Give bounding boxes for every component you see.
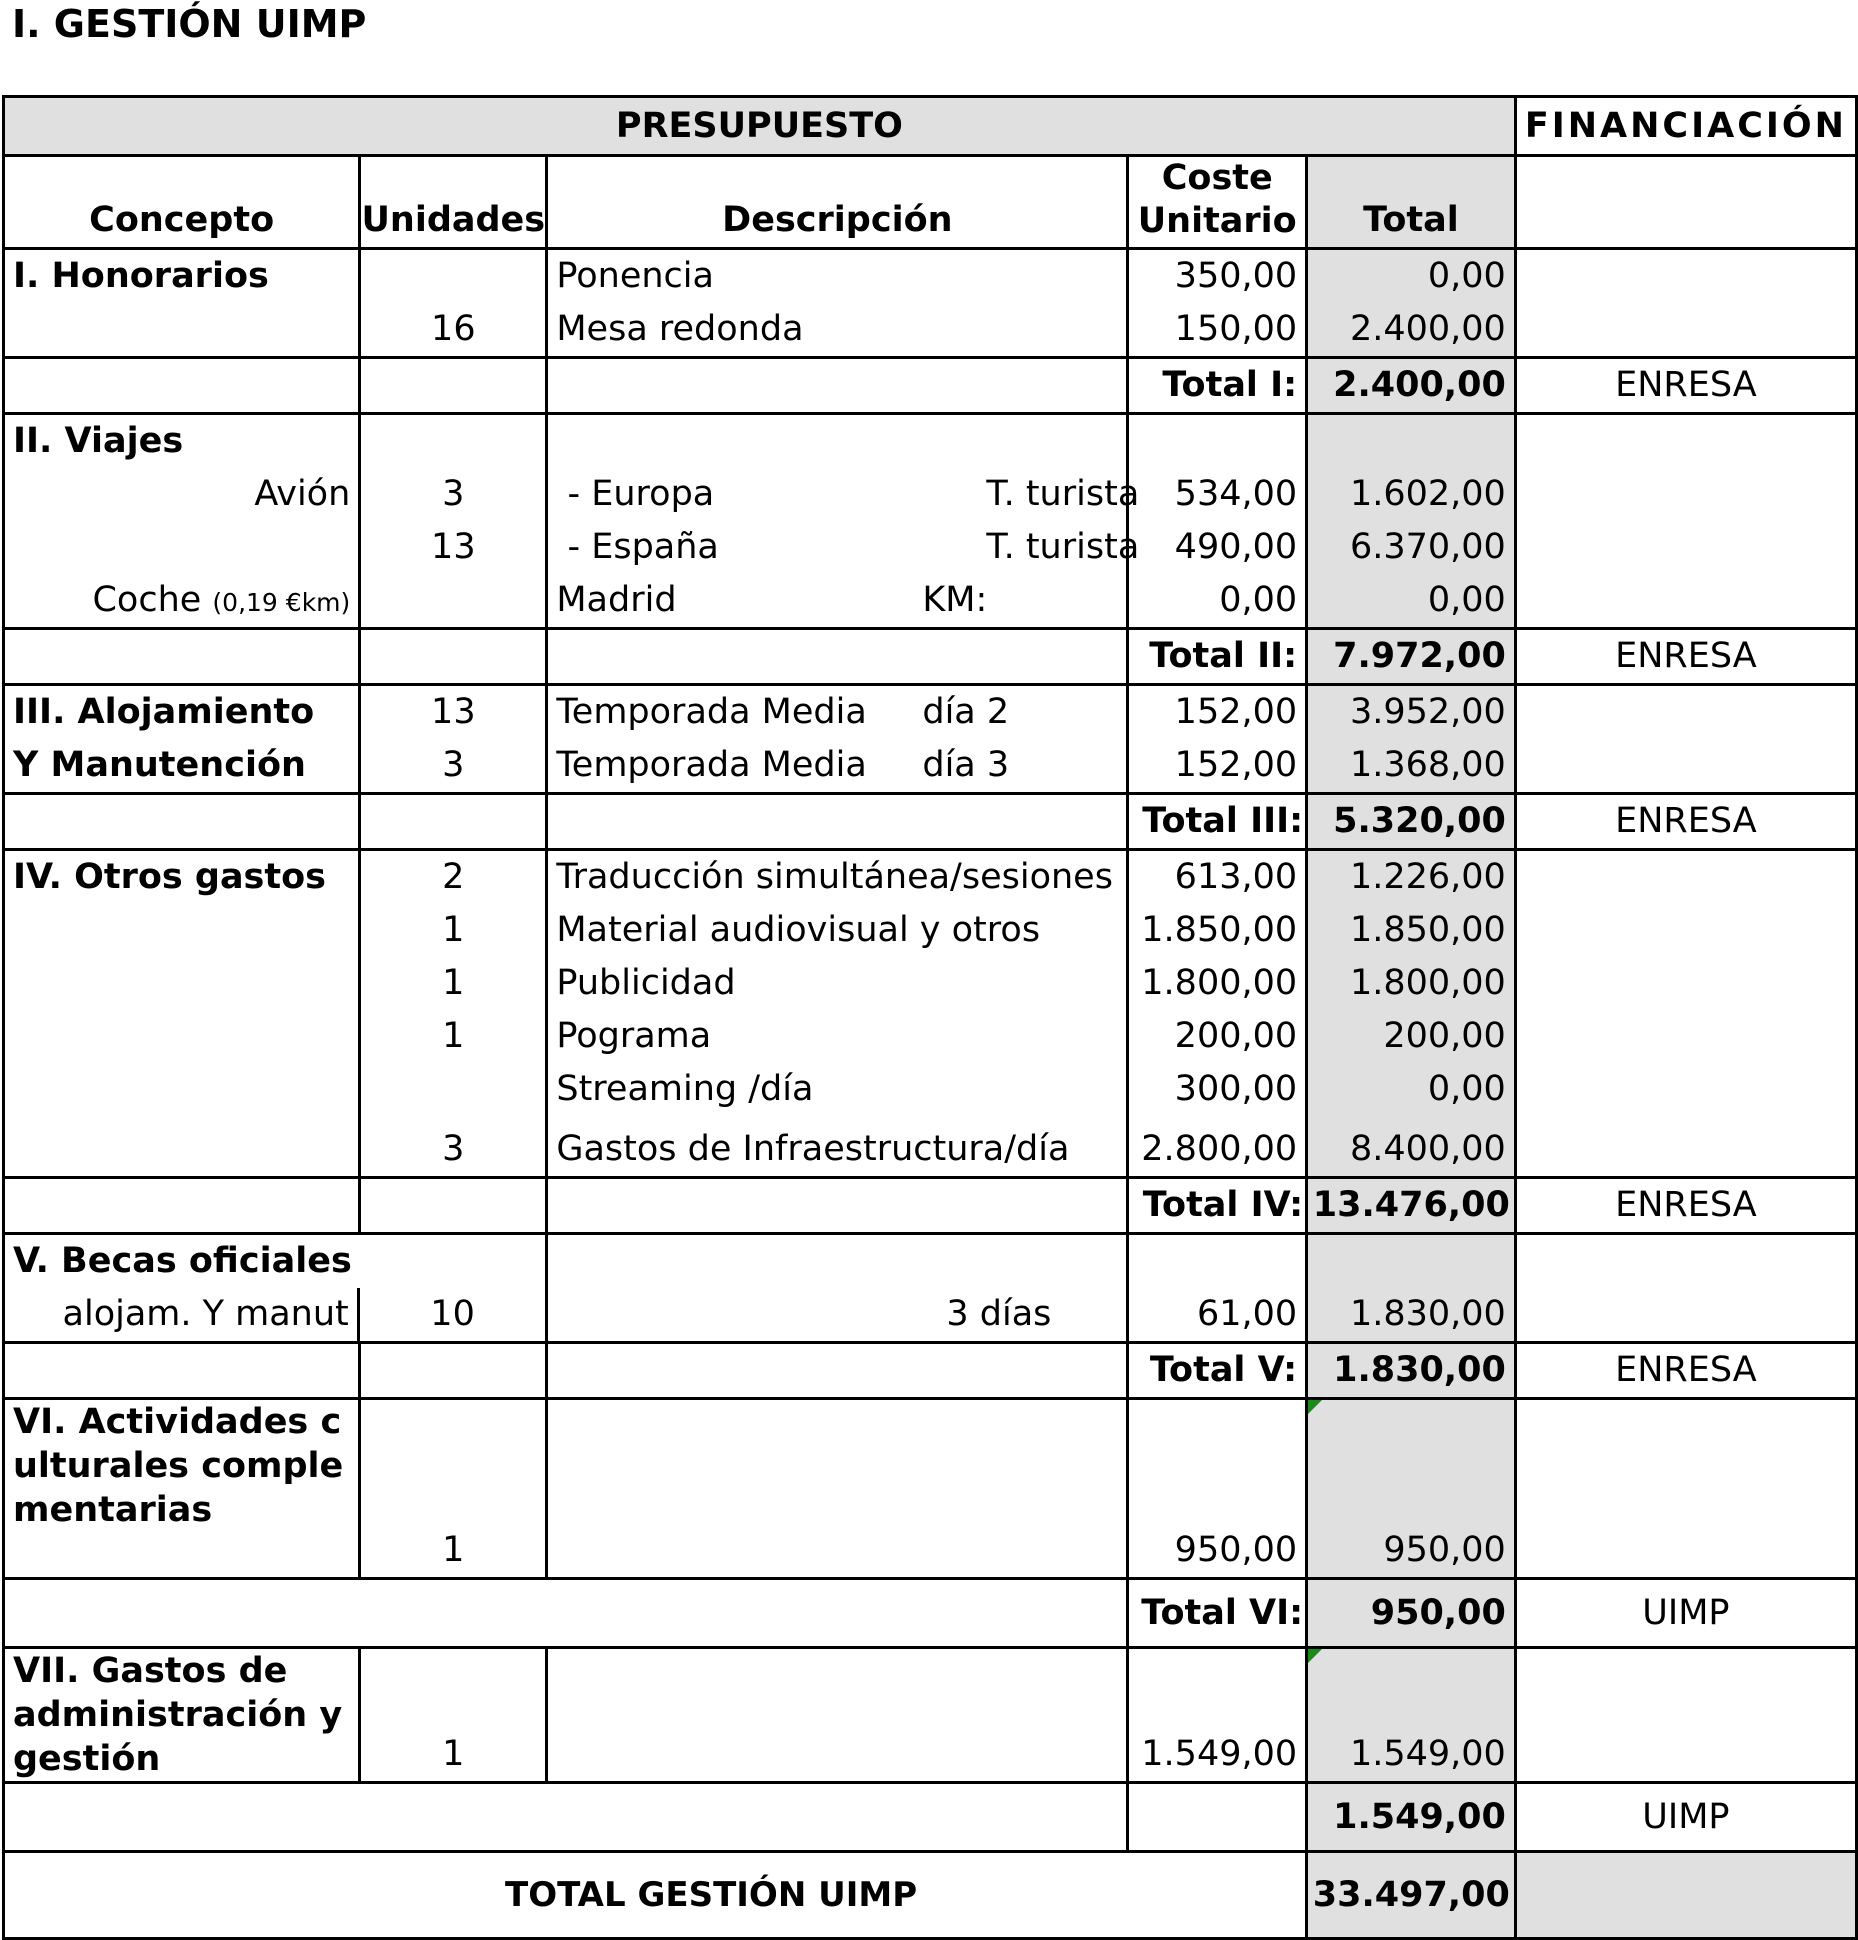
total-cell: [1307, 685, 1516, 794]
cost-value: 150,00: [1174, 309, 1298, 349]
header-row-2: [4, 156, 1857, 249]
section-otros-gastos: [4, 850, 1857, 1178]
col-coste-line2: Unitario: [1137, 201, 1297, 241]
empty-cell: [1128, 1783, 1307, 1852]
concept-cell: [4, 1234, 360, 1343]
subtotal-row: [4, 1343, 1857, 1399]
section-title: VII. Gastos de administración y gestión: [4, 1648, 360, 1783]
section-honorarios: [4, 249, 1857, 358]
empty-cell: [4, 794, 360, 850]
total-value: 1.830,00: [1349, 1294, 1506, 1334]
empty-cell: [547, 629, 1128, 685]
col-concepto: Concepto: [4, 156, 360, 249]
units-cell: [360, 1399, 547, 1579]
fin-cell: [1515, 414, 1856, 629]
cost-value: 350,00: [1174, 256, 1298, 296]
empty-cell: [360, 1178, 547, 1234]
desc-value: Publicidad: [556, 963, 736, 1003]
cost-cell: [1128, 1648, 1307, 1783]
section-viajes: [4, 414, 1857, 629]
desc-value: Temporada Media: [556, 692, 867, 732]
desc-cell: [547, 1399, 1128, 1579]
funding-source: ENRESA: [1515, 794, 1856, 850]
coche-rate: (0,19 €km): [212, 588, 351, 617]
units-cell: [360, 685, 547, 794]
empty-cell: [547, 794, 1128, 850]
total-value: 0,00: [1427, 256, 1506, 296]
units-value: [369, 1063, 537, 1116]
units-value: 10: [430, 1294, 475, 1334]
subtotal-row: [4, 1783, 1857, 1852]
fare-class: T. turista: [986, 527, 1140, 567]
empty-cell: [360, 794, 547, 850]
concept-cell: [4, 850, 360, 1178]
header-row-1: [4, 97, 1857, 156]
cost-value: 152,00: [1174, 692, 1298, 732]
section-title: Y Manutención: [13, 745, 306, 785]
total-value: 1.800,00: [1349, 963, 1506, 1003]
cost-cell: [1128, 1399, 1307, 1579]
cost-value: 1.549,00: [1141, 1734, 1298, 1774]
total-value: 0,00: [1427, 1069, 1506, 1109]
section-title: V. Becas oficiales: [13, 1241, 352, 1281]
cost-value: 152,00: [1174, 745, 1298, 785]
units-cell: [360, 414, 547, 629]
cost-value: 300,00: [1174, 1069, 1298, 1109]
total-value: 3.952,00: [1349, 692, 1506, 732]
col-total: Total: [1307, 156, 1516, 249]
cost-value: 200,00: [1174, 1016, 1298, 1056]
total-value: 1.850,00: [1349, 910, 1506, 950]
empty-cell: [360, 1343, 547, 1399]
total-cell: [1307, 1234, 1516, 1343]
desc-cell: [547, 685, 1128, 794]
comment-marker-icon: [1308, 1400, 1322, 1414]
subtotal-label: Total IV:: [1128, 1178, 1307, 1234]
desc-value: Ponencia: [556, 256, 714, 296]
units-value: 1: [442, 910, 465, 950]
empty-cell: [4, 1783, 1128, 1852]
grand-total-row: [4, 1852, 1857, 1939]
desc-cell: [547, 414, 1140, 629]
desc-value: Mesa redonda: [556, 309, 804, 349]
total-cell: [1307, 850, 1516, 1178]
fin-cell: [1515, 850, 1856, 1178]
cost-value: 1.850,00: [1141, 910, 1298, 950]
fin-cell: [1515, 1234, 1856, 1343]
funding-source: UIMP: [1515, 1783, 1856, 1852]
empty-cell: [547, 1343, 1128, 1399]
empty-cell: [1515, 1852, 1856, 1939]
cost-cell: [1128, 685, 1307, 794]
total-value: 950,00: [1383, 1530, 1506, 1570]
desc-value: Streaming /día: [556, 1069, 814, 1109]
units-value: 3: [442, 745, 465, 785]
total-value: 1.226,00: [1349, 857, 1506, 897]
cost-cell: [1128, 414, 1307, 629]
section-becas: [4, 1234, 1857, 1343]
empty-cell: [547, 1178, 1128, 1234]
units-value: 2: [442, 857, 465, 897]
subtotal-value: 1.549,00: [1307, 1783, 1516, 1852]
subtotal-row: [4, 358, 1857, 414]
subtotal-value: 7.972,00: [1307, 629, 1516, 685]
km-label: KM:: [922, 580, 988, 620]
total-value: 1.368,00: [1349, 745, 1506, 785]
total-value: 0,00: [1427, 580, 1506, 620]
budget-table: [2, 95, 1858, 1940]
cost-cell: [1128, 850, 1307, 1178]
subtotal-row: [4, 1178, 1857, 1234]
col-financiacion: [1515, 156, 1856, 249]
empty-cell: [4, 358, 360, 414]
col-coste-line1: Coste: [1161, 158, 1273, 198]
subtotal-label: Total VI:: [1128, 1579, 1307, 1648]
section-alojamiento: [4, 685, 1857, 794]
subtotal-label: Total V:: [1128, 1343, 1307, 1399]
cost-cell: [1128, 249, 1307, 358]
units-value: [369, 250, 537, 303]
fin-cell: [1515, 1648, 1856, 1783]
desc-cell: [547, 850, 1128, 1178]
avion-label: Avión: [254, 474, 351, 514]
desc-value: Gastos de Infraestructura/día: [556, 1129, 1070, 1169]
empty-cell: [4, 1579, 1128, 1648]
desc-value: Pograma: [556, 1016, 712, 1056]
grand-total-value: 33.497,00: [1307, 1852, 1516, 1939]
subtotal-label: Total I:: [1128, 358, 1307, 414]
empty-cell: [4, 1178, 360, 1234]
units-value: 1: [442, 963, 465, 1003]
desc-cell: [547, 249, 1128, 358]
subtotal-row: [4, 1579, 1857, 1648]
section-title: VI. Actividades culturales complementarias: [4, 1399, 360, 1579]
concept-cell: [4, 685, 360, 794]
cost-value: 490,00: [1174, 527, 1298, 567]
cost-value: 613,00: [1174, 857, 1298, 897]
empty-cell: [4, 1343, 360, 1399]
desc-value: - España: [556, 527, 719, 567]
subtotal-value: 5.320,00: [1307, 794, 1516, 850]
units-value: 16: [431, 309, 476, 349]
subtotal-value: 2.400,00: [1307, 358, 1516, 414]
units-value: 13: [431, 692, 476, 732]
col-unidades: Unidades: [360, 156, 547, 249]
units-cell: [360, 850, 547, 1178]
desc-cell: [547, 1234, 1128, 1343]
subtotal-label: Total II:: [1128, 629, 1307, 685]
presupuesto-header: PRESUPUESTO: [4, 97, 1516, 156]
section-title: IV. Otros gastos: [13, 857, 327, 897]
subtotal-value: 950,00: [1307, 1579, 1516, 1648]
total-value: 1.549,00: [1349, 1734, 1506, 1774]
desc-value: - Europa: [556, 474, 715, 514]
units-value: 3: [442, 1129, 465, 1169]
subtotal-label: Total III:: [1128, 794, 1307, 850]
concept-cell: [4, 414, 360, 629]
section-administracion: [4, 1648, 1857, 1783]
funding-source: ENRESA: [1515, 1343, 1856, 1399]
col-coste-unitario: [1128, 156, 1307, 249]
days-label: 3 días: [946, 1294, 1052, 1334]
total-value: 200,00: [1383, 1016, 1506, 1056]
units-value: 1: [442, 1734, 465, 1774]
section-actividades: [4, 1399, 1857, 1579]
cost-value: 1.800,00: [1141, 963, 1298, 1003]
cost-cell: [1128, 1234, 1307, 1343]
units-value: [369, 574, 537, 627]
cost-value: 950,00: [1174, 1530, 1298, 1570]
col-descripcion: Descripción: [547, 156, 1128, 249]
comment-marker-icon: [1308, 1649, 1322, 1663]
cost-value: 534,00: [1174, 474, 1298, 514]
units-cell: [360, 1648, 547, 1783]
day-label: día 2: [922, 692, 1010, 732]
units-cell: [360, 1234, 547, 1343]
empty-cell: [4, 629, 360, 685]
section-title: II. Viajes: [13, 421, 184, 461]
units-cell: [360, 249, 547, 358]
section-title: I. Honorarios: [13, 256, 269, 296]
total-value: 6.370,00: [1349, 527, 1506, 567]
funding-source: ENRESA: [1515, 629, 1856, 685]
funding-source: UIMP: [1515, 1579, 1856, 1648]
total-cell: [1307, 414, 1516, 629]
units-value: 13: [431, 527, 476, 567]
desc-value: Temporada Media: [556, 745, 867, 785]
fin-cell: [1515, 1399, 1856, 1579]
desc-value: Material audiovisual y otros: [556, 910, 1041, 950]
funding-source: ENRESA: [1515, 1178, 1856, 1234]
fin-cell: [1515, 249, 1856, 358]
total-cell: [1307, 1399, 1516, 1579]
day-label: día 3: [922, 745, 1010, 785]
coche-label: Coche: [92, 580, 202, 620]
units-value: 1: [442, 1016, 465, 1056]
concept-cell: [4, 249, 360, 358]
units-value: 3: [442, 474, 465, 514]
empty-cell: [360, 358, 547, 414]
desc-value: Madrid: [556, 580, 677, 620]
subtotal-row: [4, 629, 1857, 685]
subtotal-row: [4, 794, 1857, 850]
total-value: 1.602,00: [1349, 474, 1506, 514]
cost-value: 2.800,00: [1141, 1129, 1298, 1169]
units-value: 1: [442, 1530, 465, 1570]
fare-class: T. turista: [986, 474, 1140, 514]
empty-cell: [360, 629, 547, 685]
becas-concept: alojam. Y manut: [13, 1288, 360, 1341]
section-title: III. Alojamiento: [13, 692, 315, 732]
cost-value: 0,00: [1219, 580, 1298, 620]
grand-total-label: TOTAL GESTIÓN UIMP: [4, 1852, 1307, 1939]
total-cell: [1307, 1648, 1516, 1783]
cost-value: 61,00: [1196, 1294, 1298, 1334]
desc-cell: [547, 1648, 1128, 1783]
funding-source: ENRESA: [1515, 358, 1856, 414]
total-value: 8.400,00: [1349, 1129, 1506, 1169]
fin-cell: [1515, 685, 1856, 794]
page-title: I. GESTIÓN UIMP: [12, 2, 367, 46]
total-cell: [1307, 249, 1516, 358]
desc-value: Traducción simultánea/sesiones: [556, 857, 1113, 897]
subtotal-value: 13.476,00: [1307, 1178, 1516, 1234]
financiacion-header: FINANCIACIÓN: [1515, 97, 1856, 156]
empty-cell: [547, 358, 1128, 414]
total-value: 2.400,00: [1349, 309, 1506, 349]
subtotal-value: 1.830,00: [1307, 1343, 1516, 1399]
